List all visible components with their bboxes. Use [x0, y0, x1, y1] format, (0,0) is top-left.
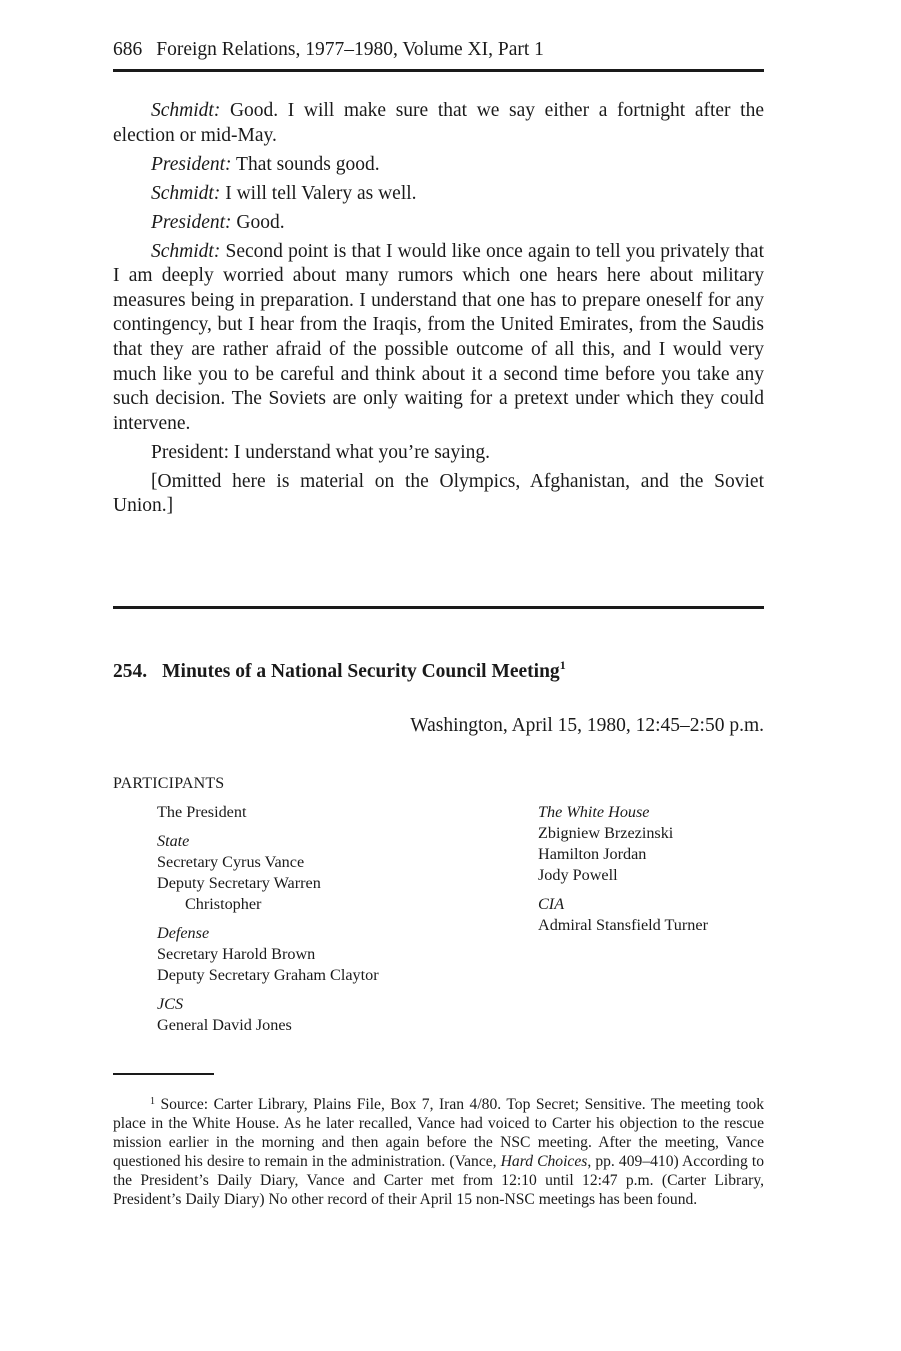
participant-group-state — [157, 831, 497, 915]
participant-name: Jody Powell — [538, 866, 618, 884]
dialogue-paragraph — [113, 240, 764, 437]
footnote-text — [113, 1092, 764, 1209]
participant-group-president — [157, 802, 497, 823]
dialogue-paragraph — [113, 99, 764, 148]
participant-name: Zbigniew Brzezinski — [538, 824, 674, 842]
participant-name: General David Jones — [157, 1016, 292, 1034]
participants-left-column — [157, 802, 497, 1044]
agency-label: State — [157, 832, 190, 850]
dialogue-paragraph — [113, 153, 764, 178]
page-number: 686 — [113, 39, 143, 60]
dialogue-paragraph — [113, 182, 764, 207]
header-rule — [113, 69, 764, 72]
footnote-rule — [113, 1073, 214, 1075]
participant-name: Hamilton Jordan — [538, 845, 647, 863]
footnote-reference[interactable]: 1 — [559, 658, 566, 672]
participant-group-white-house — [538, 802, 778, 886]
dialogue-text: Good. — [231, 211, 285, 233]
document-number: 254. — [113, 661, 148, 682]
participants-heading: PARTICIPANTS — [113, 775, 225, 792]
editorial-note-text: [Omitted here is material on the Olympics, Afghanistan, and the Soviet Union.] — [113, 470, 764, 517]
dialogue-text: Second point is that I would like once again to tell you privately that I am deeply worried about many rumors which one hears here about military measures being in preparation. I understand that one has to prepare oneself for any contingency, but I hear from the Iraqis, from the United Emirates, from the Saudis that they are rather afraid of the possible outcome of all this, and I would very much like you to be careful and think about it a second time before you take any such decision. The Soviets are only waiting for a pretext under which they could intervene. — [113, 240, 764, 434]
footnote-text-part: , pp. 409–410) According to the President’s Daily Diary, Vance and Carter met from 12:10 until 12:47 p.m. (Carter Library, President’s Daily Diary) No other record of their April 15 non-NSC meetings has been found. — [113, 1153, 764, 1208]
book-title: Hard Choices — [500, 1153, 588, 1170]
agency-label: CIA — [538, 895, 565, 913]
agency-label: JCS — [157, 995, 184, 1013]
participant-name: Secretary Cyrus Vance — [157, 853, 305, 871]
speaker-label: President: — [151, 153, 232, 175]
speaker-label: Schmidt: — [151, 182, 221, 204]
participant-group-jcs — [157, 994, 497, 1036]
footnote-text-part: Source: Carter Library, Plains File, Box 7, Iran 4/80. Top Secret; Sensitive. The meeting took place in the White House. As he later recalled, Vance had voiced to Carter his objection to the rescue mission earlier in the morning and then again before the NSC meeting. After the meeting, Vance questioned his desire to remain in the administration. (Vance, — [113, 1096, 764, 1170]
dialogue-transcript — [113, 99, 764, 523]
dialogue-paragraph — [113, 441, 764, 466]
running-header — [113, 36, 764, 64]
agency-label: The White House — [538, 803, 650, 821]
participant-name: Secretary Harold Brown — [157, 945, 316, 963]
participant-name: The President — [157, 803, 247, 821]
section-rule — [113, 606, 764, 609]
speaker-label: Schmidt: — [151, 240, 221, 262]
running-title: Foreign Relations, 1977–1980, Volume XI, Part 1 — [156, 39, 544, 60]
dialogue-text: Good. I will make sure that we say either a fortnight after the election or mid-May. — [113, 100, 764, 146]
footnote-marker: 1 — [150, 1096, 155, 1107]
document-title: Minutes of a National Security Council Meeting — [162, 661, 560, 682]
document-heading — [113, 652, 764, 685]
dialogue-text: I will tell Valery as well. — [220, 182, 417, 204]
editorial-note — [113, 470, 764, 519]
participant-group-defense — [157, 923, 497, 986]
dateline: Washington, April 15, 1980, 12:45–2:50 p.m. — [410, 715, 764, 736]
participant-name: Admiral Stansfield Turner — [538, 916, 708, 934]
dialogue-text: That sounds good. — [231, 153, 380, 175]
participant-group-cia — [538, 894, 778, 936]
participant-name: Deputy Secretary Graham Claytor — [157, 966, 379, 984]
speaker-label: President: — [151, 211, 232, 233]
participants-right-column — [538, 802, 778, 944]
footnote — [113, 1092, 764, 1209]
participant-name-continued: Christopher — [185, 895, 262, 913]
agency-label: Defense — [157, 924, 210, 942]
speaker-label: Schmidt: — [151, 100, 221, 121]
dialogue-paragraph — [113, 211, 764, 236]
dialogue-text: President: I understand what you’re saying. — [151, 441, 491, 463]
participant-name: Deputy Secretary Warren — [157, 874, 321, 892]
